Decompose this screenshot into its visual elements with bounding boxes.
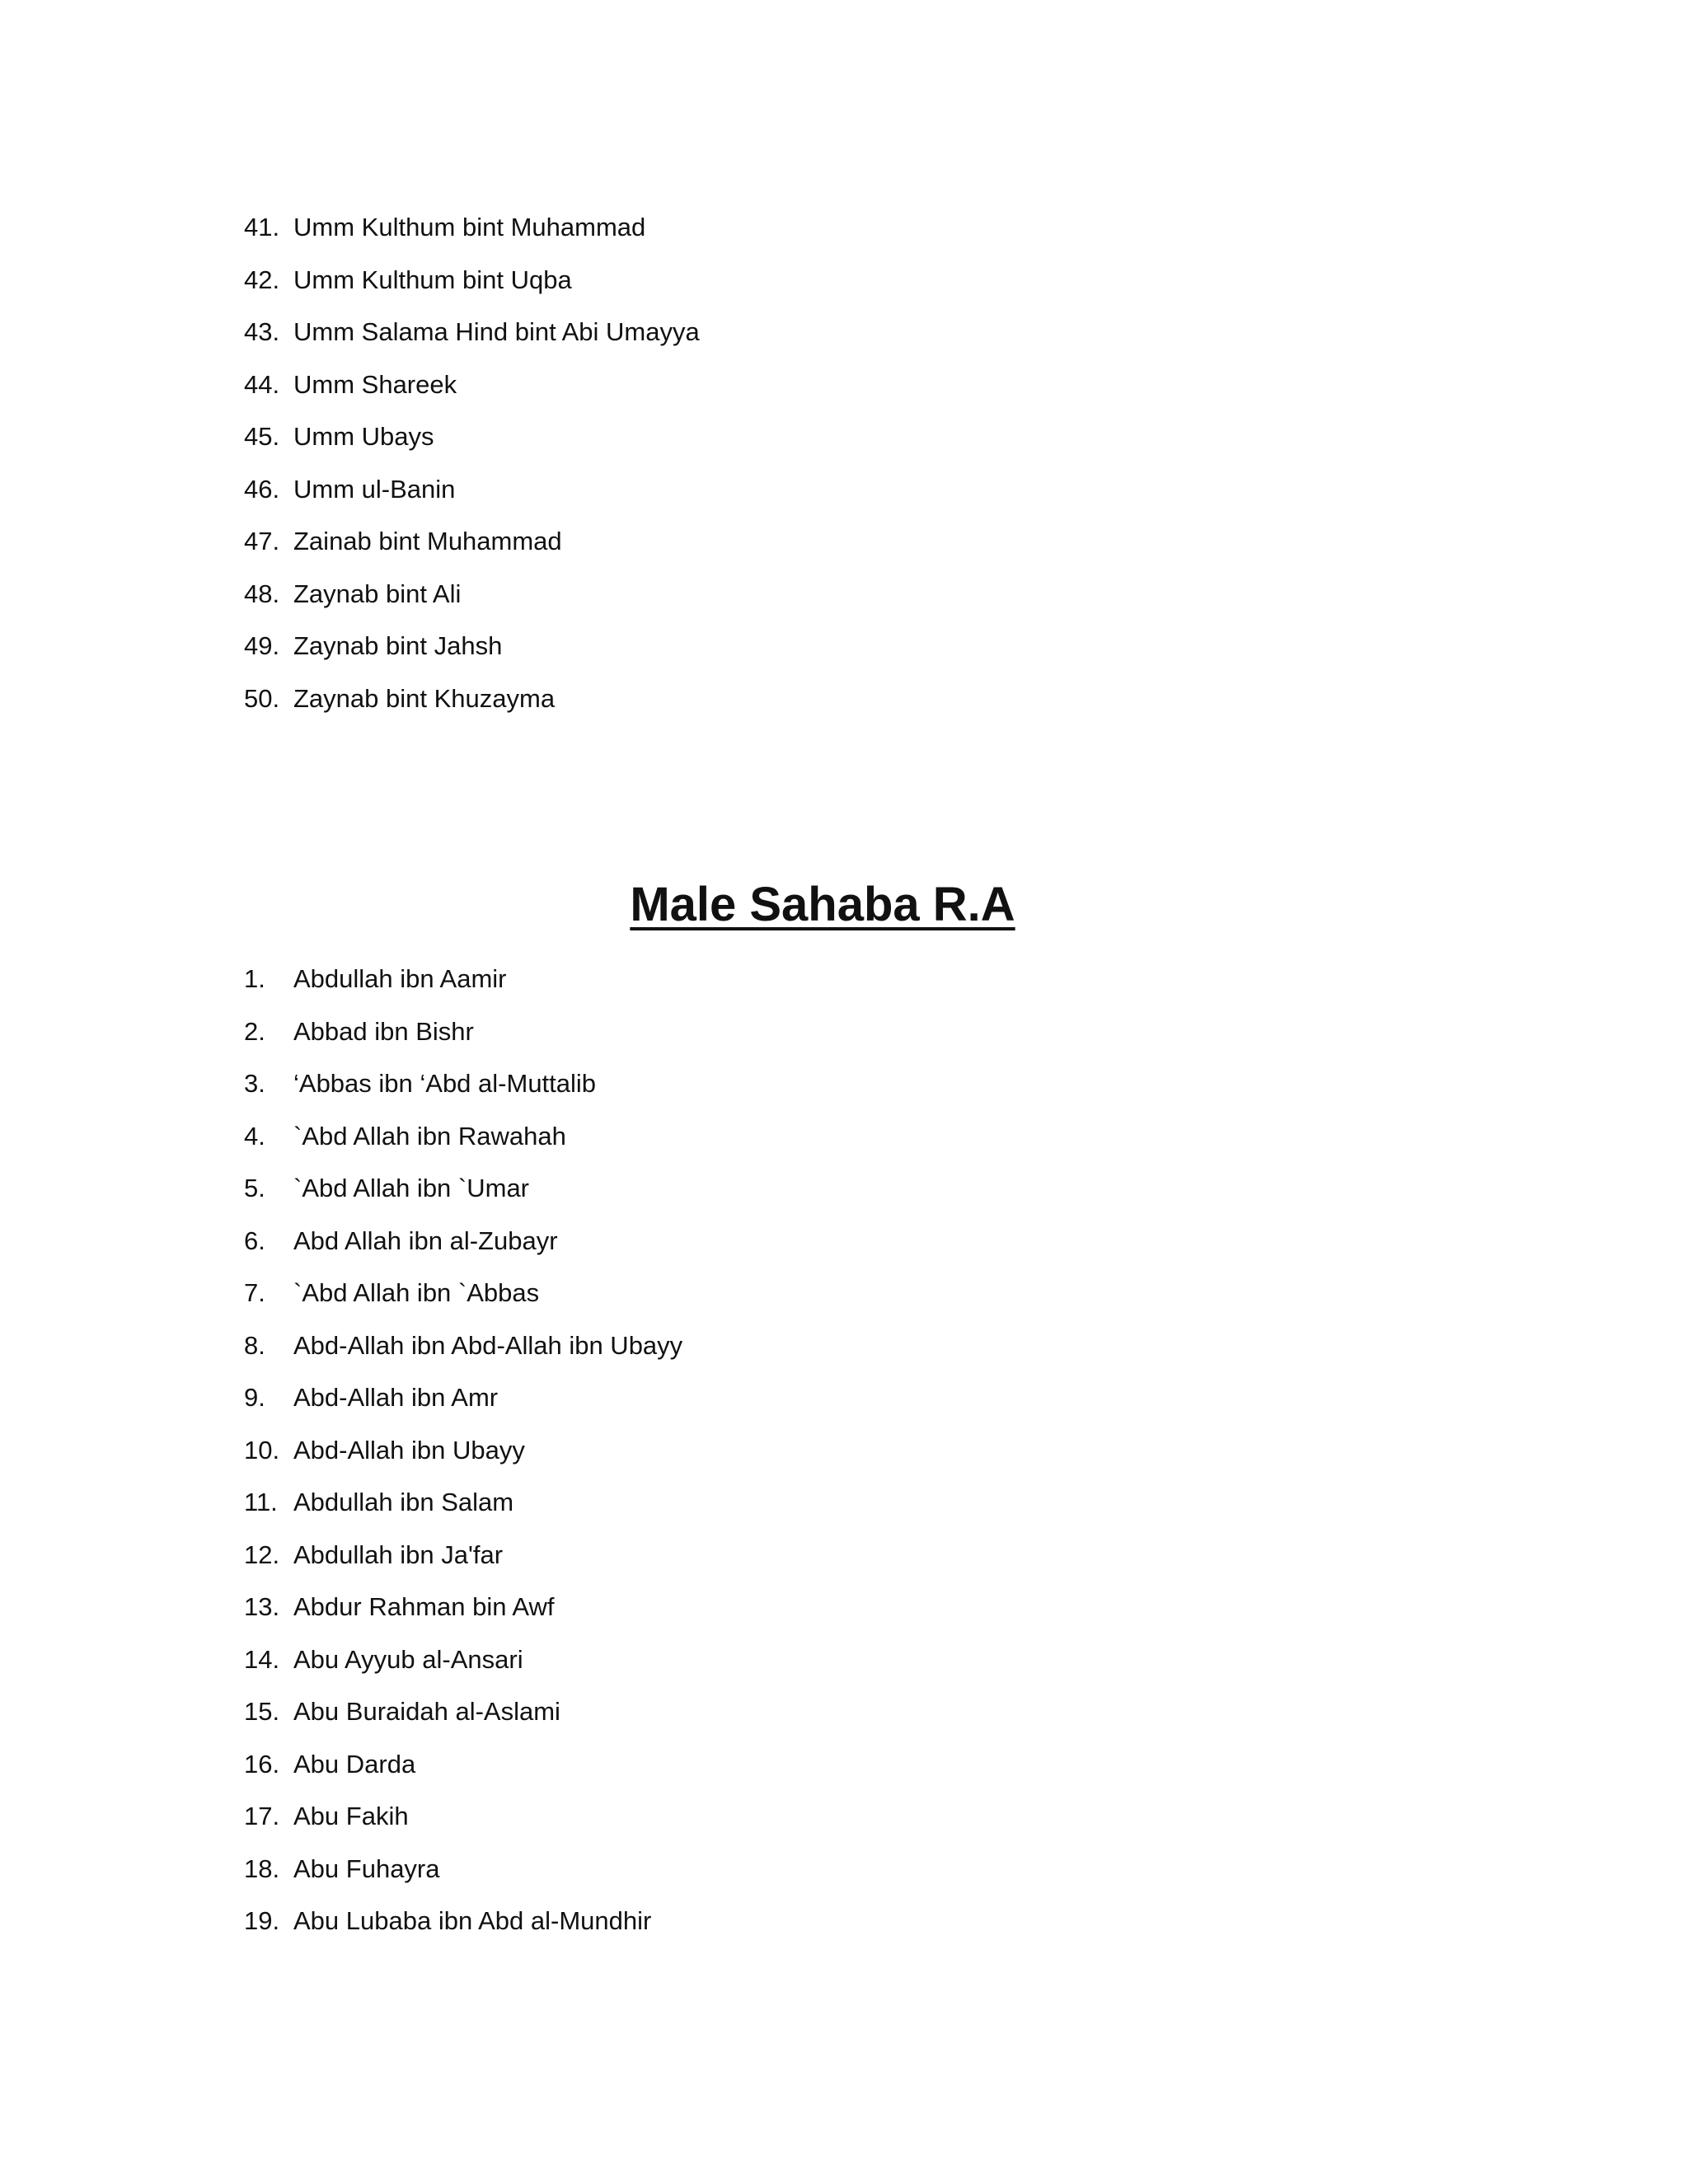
section-heading bbox=[0, 872, 1645, 938]
list-item-number: 45. bbox=[244, 422, 280, 451]
list-item-name: Zaynab bint Ali bbox=[293, 579, 462, 608]
list-item-number: 7. bbox=[244, 1278, 265, 1307]
list-item-number: 5. bbox=[244, 1174, 265, 1202]
list-item-number: 4. bbox=[244, 1121, 265, 1151]
list-item-number: 9. bbox=[244, 1383, 265, 1412]
list-item-name: Abu Ayyub al-Ansari bbox=[293, 1644, 523, 1674]
list-item bbox=[244, 368, 700, 420]
list-item-name: Abdur Rahman bin Awf bbox=[293, 1592, 555, 1621]
male-sahaba-list bbox=[244, 962, 682, 1957]
list-item-name: Umm Salama Hind bint Abi Umayya bbox=[293, 317, 700, 346]
list-item bbox=[244, 962, 682, 1015]
list-item-name: Abd-Allah ibn Ubayy bbox=[293, 1435, 525, 1465]
list-item bbox=[244, 1590, 682, 1643]
list-item-name: Abu Darda bbox=[293, 1749, 416, 1779]
list-item-number: 15. bbox=[244, 1697, 280, 1726]
list-item-name: Zaynab bint Jahsh bbox=[293, 631, 503, 660]
list-item-name: Zainab bint Muhammad bbox=[293, 527, 562, 555]
list-item-number: 12. bbox=[244, 1540, 280, 1569]
list-item-number: 8. bbox=[244, 1330, 265, 1360]
list-item bbox=[244, 1747, 682, 1800]
list-item-name: Umm Kulthum bint Uqba bbox=[293, 265, 572, 294]
list-item-name: Abbad ibn Bishr bbox=[293, 1016, 474, 1046]
list-item bbox=[244, 419, 700, 472]
list-item-name: Zaynab bint Khuzayma bbox=[293, 683, 556, 713]
list-item bbox=[244, 1852, 682, 1905]
list-item bbox=[244, 524, 700, 577]
list-item-name: Abu Lubaba ibn Abd al-Mundhir bbox=[293, 1906, 652, 1935]
list-item bbox=[244, 210, 700, 263]
female-sahaba-list bbox=[244, 210, 700, 733]
list-item-name: `Abd Allah ibn `Umar bbox=[293, 1174, 530, 1202]
list-item-number: 13. bbox=[244, 1592, 280, 1621]
list-item-number: 6. bbox=[244, 1226, 265, 1255]
list-item bbox=[244, 1329, 682, 1381]
list-item-name: Abu Fakih bbox=[293, 1802, 409, 1830]
list-item-name: `Abd Allah ibn Rawahah bbox=[293, 1121, 566, 1151]
list-item bbox=[244, 472, 700, 525]
list-item-name: ‘Abbas ibn ‘Abd al-Muttalib bbox=[293, 1069, 597, 1098]
list-item-number: 50. bbox=[244, 683, 280, 713]
section-heading-text: Male Sahaba R.A bbox=[630, 878, 1015, 931]
list-item-number: 10. bbox=[244, 1435, 280, 1465]
list-item-number: 47. bbox=[244, 527, 280, 555]
list-item-name: Umm Ubays bbox=[293, 422, 434, 451]
list-item bbox=[244, 1015, 682, 1067]
list-item-number: 18. bbox=[244, 1854, 280, 1883]
list-item bbox=[244, 1276, 682, 1329]
list-item-number: 17. bbox=[244, 1802, 280, 1830]
list-item-number: 14. bbox=[244, 1644, 280, 1674]
list-item-name: Umm ul-Banin bbox=[293, 474, 456, 504]
list-item bbox=[244, 1119, 682, 1172]
list-item bbox=[244, 263, 700, 316]
list-item-name: Abu Fuhayra bbox=[293, 1854, 440, 1883]
list-item-number: 16. bbox=[244, 1749, 280, 1779]
list-item-number: 3. bbox=[244, 1069, 265, 1098]
list-item bbox=[244, 1643, 682, 1695]
list-item-name: Abdullah ibn Ja'far bbox=[293, 1540, 504, 1569]
list-item-number: 11. bbox=[244, 1488, 278, 1516]
list-item-name: Abdullah ibn Aamir bbox=[293, 964, 507, 993]
list-item-name: Umm Kulthum bint Muhammad bbox=[293, 213, 646, 241]
list-item-number: 46. bbox=[244, 474, 280, 504]
list-item bbox=[244, 682, 700, 734]
list-item-name: Umm Shareek bbox=[293, 369, 457, 399]
list-item-number: 42. bbox=[244, 265, 280, 294]
list-item-name: Abdullah ibn Salam bbox=[293, 1488, 514, 1516]
list-item-number: 43. bbox=[244, 317, 280, 346]
list-item-name: Abd Allah ibn al-Zubayr bbox=[293, 1226, 558, 1255]
list-item bbox=[244, 1380, 682, 1433]
list-item bbox=[244, 1224, 682, 1277]
list-item bbox=[244, 1433, 682, 1486]
list-item bbox=[244, 1538, 682, 1591]
list-item-name: Abd-Allah ibn Amr bbox=[293, 1383, 499, 1412]
list-item bbox=[244, 1485, 682, 1538]
list-item bbox=[244, 1694, 682, 1747]
list-item bbox=[244, 1171, 682, 1224]
list-item bbox=[244, 577, 700, 630]
list-item bbox=[244, 1066, 682, 1119]
list-item-name: Abd-Allah ibn Abd-Allah ibn Ubayy bbox=[293, 1330, 683, 1360]
list-item-number: 19. bbox=[244, 1906, 280, 1935]
list-item-number: 48. bbox=[244, 579, 280, 608]
list-item bbox=[244, 1799, 682, 1852]
list-item-number: 2. bbox=[244, 1016, 265, 1046]
list-item-number: 49. bbox=[244, 631, 280, 660]
list-item-name: `Abd Allah ibn `Abbas bbox=[293, 1278, 540, 1307]
list-item-name: Abu Buraidah al-Aslami bbox=[293, 1697, 560, 1726]
list-item-number: 44. bbox=[244, 369, 280, 399]
list-item-number: 1. bbox=[244, 964, 265, 993]
list-item bbox=[244, 1904, 682, 1957]
list-item-number: 41. bbox=[244, 213, 280, 241]
list-item bbox=[244, 315, 700, 368]
list-item bbox=[244, 629, 700, 682]
